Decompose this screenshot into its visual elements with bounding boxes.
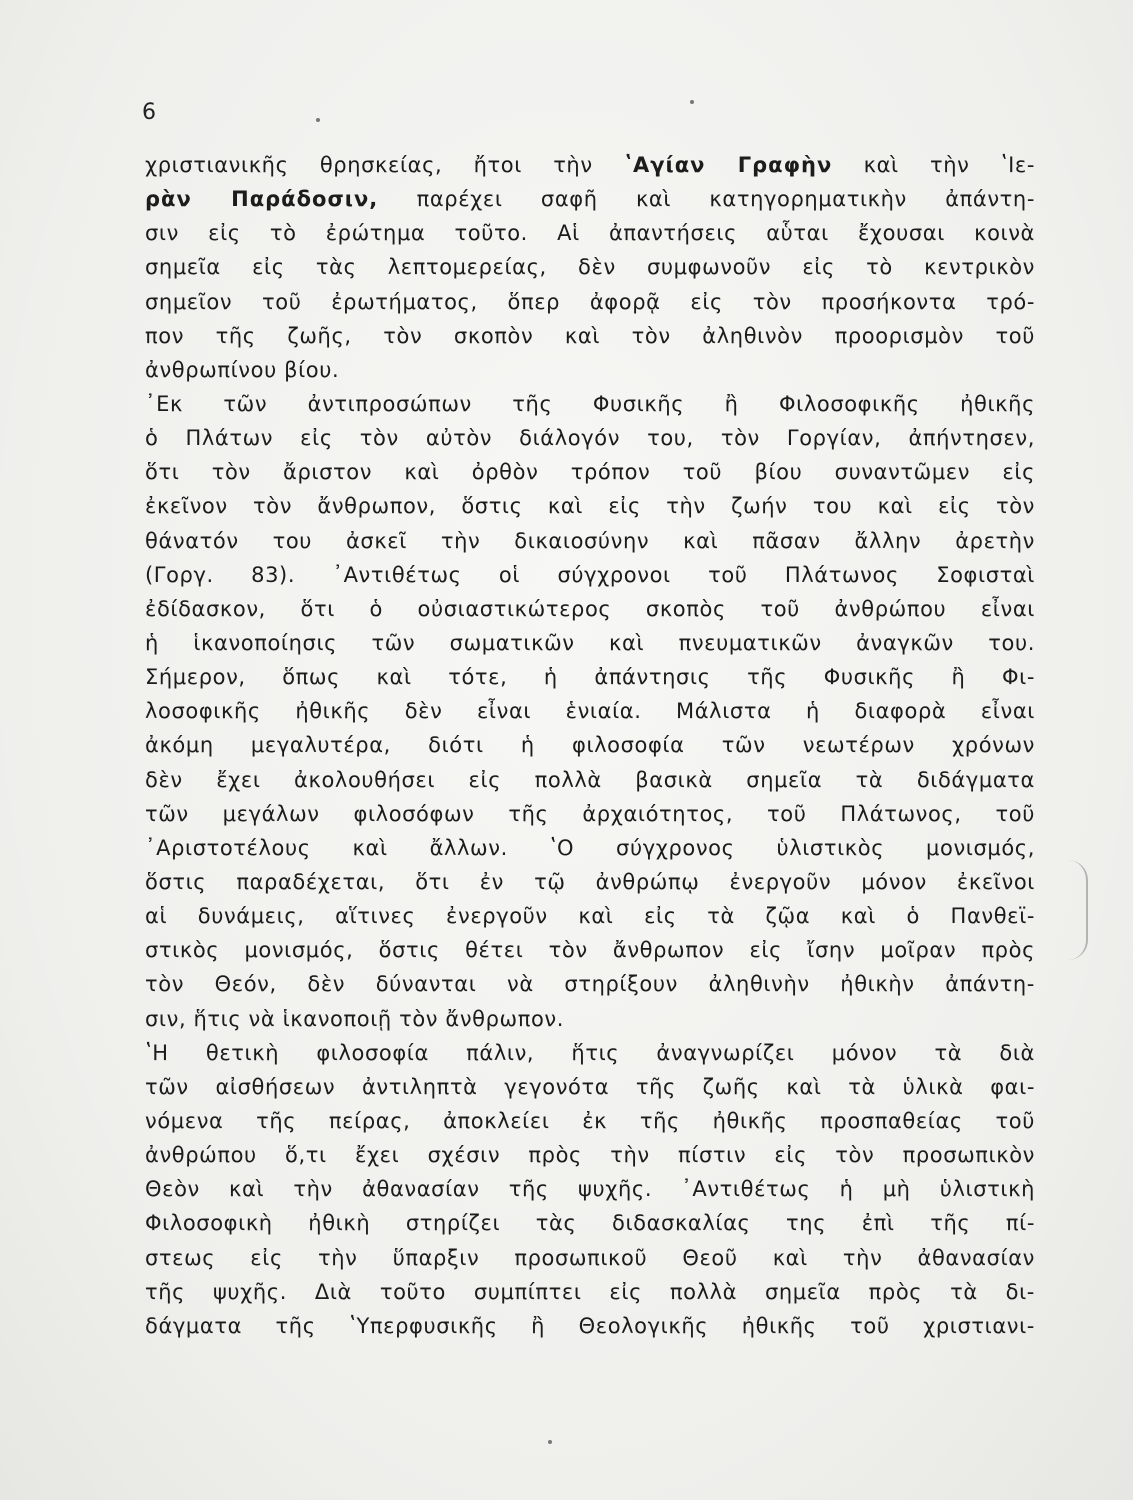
text-line [145,1070,1035,1104]
text-line [145,455,1035,489]
text-run: τῶν μεγάλων φιλοσόφων τῆς ἀρχαιότητος, τοῦ Πλάτωνος, τοῦ [145,801,1035,826]
text-line [145,592,1035,626]
text-run: λοσοφικῆς ἠθικῆς δὲν εἶναι ἑνιαία. Μάλιστα ἡ διαφορὰ εἶναι [145,699,1035,724]
text-line [145,831,1035,865]
text-line [145,797,1035,831]
text-line [145,421,1035,455]
text-line [145,148,1035,182]
text-line [145,694,1035,728]
text-line [145,1206,1035,1240]
text-run: σημεῖον τοῦ ἐρωτήματος, ὅπερ ἀφορᾷ εἰς τὸν προσήκοντα τρό- [145,289,1035,314]
text-run: τῆς ψυχῆς. Διὰ τοῦτο συμπίπτει εἰς πολλὰ σημεῖα πρὸς τὰ δι- [145,1279,1035,1304]
text-line [145,626,1035,660]
text-run: θάνατόν του ἀσκεῖ τὴν δικαιοσύνην καὶ πᾶσαν ἄλλην ἀρετὴν [145,528,1035,553]
text-line [145,1002,1035,1036]
text-run: ὅτι τὸν ἄριστον καὶ ὀρθὸν τρόπον τοῦ βίου συναντῶμεν εἰς [145,460,1035,485]
text-run: Θεὸν καὶ τὴν ἀθανασίαν τῆς ψυχῆς. ᾿Αντιθέτως ἡ μὴ ὑλιστικὴ [145,1177,1035,1202]
text-run: ᾿Εκ τῶν ἀντιπροσώπων τῆς Φυσικῆς ἢ Φιλοσοφικῆς ἠθικῆς [145,391,1035,416]
text-run: τὸν Θεόν, δὲν δύνανται νὰ στηρίξουν ἀληθινὴν ἠθικὴν ἀπάντη- [145,972,1035,997]
text-run: τῶν αἰσθήσεων ἀντιληπτὰ γεγονότα τῆς ζωῆς καὶ τὰ ὑλικὰ φαι- [145,1074,1035,1099]
text-line [145,285,1035,319]
text-run: (Γοργ. 83). ᾿Αντιθέτως οἱ σύγχρονοι τοῦ Πλάτωνος Σοφισταὶ [145,562,1035,587]
text-run: δάγματα τῆς ʽΥπερφυσικῆς ἢ Θεολογικῆς ἠθικῆς τοῦ χριστιανι- [145,1313,1035,1338]
text-line [145,319,1035,353]
text-run: χριστιανικῆς θρησκείας, ἤτοι τὴν [145,153,624,177]
body-text [145,148,1035,1343]
text-line [145,1036,1035,1070]
pencil-margin-mark [1068,860,1088,960]
text-line [145,1138,1035,1172]
text-line [145,865,1035,899]
text-run: στεως εἰς τὴν ὕπαρξιν προσωπικοῦ Θεοῦ καὶ τὴν ἀθανασίαν [145,1245,1035,1270]
text-run: Σήμερον, ὅπως καὶ τότε, ἡ ἀπάντησις τῆς Φυσικῆς ἢ Φι- [145,665,1035,690]
bold-term: ʽΑγίαν Γραφὴν [623,153,833,177]
text-line [145,660,1035,694]
text-line [145,1309,1035,1343]
bold-term: ρὰν Παράδοσιν, [145,187,379,212]
text-line [145,387,1035,421]
text-line [145,1172,1035,1206]
text-line [145,967,1035,1001]
text-run: ἀκόμη μεγαλυτέρα, διότι ἡ φιλοσοφία τῶν νεωτέρων χρόνων [145,733,1035,758]
text-run: σιν, ἥτις νὰ ἱκανοποιῇ τὸν ἄνθρωπον. [145,1006,565,1031]
text-run: Φιλοσοφικὴ ἠθικὴ στηρίζει τὰς διδασκαλίας της ἐπὶ τῆς πί- [145,1211,1035,1236]
text-run: αἱ δυνάμεις, αἵτινες ἐνεργοῦν καὶ εἰς τὰ ζῷα καὶ ὁ Πανθεϊ- [145,904,1035,929]
text-run: στικὸς μονισμός, ὅστις θέτει τὸν ἄνθρωπον εἰς ἴσην μοῖραν πρὸς [145,938,1035,963]
text-line [145,933,1035,967]
text-run: ἀνθρωπίνου βίου. [145,357,340,382]
text-run: ἐκεῖνον τὸν ἄνθρωπον, ὅστις καὶ εἰς τὴν ζωήν του καὶ εἰς τὸν [145,494,1035,519]
text-line [145,1104,1035,1138]
text-line [145,353,1035,387]
scan-speck [690,100,694,104]
text-run: πον τῆς ζωῆς, τὸν σκοπὸν καὶ τὸν ἀληθινὸν προορισμὸν τοῦ [145,323,1035,348]
text-run: δὲν ἔχει ἀκολουθήσει εἰς πολλὰ βασικὰ σημεῖα τὰ διδάγματα [145,767,1035,792]
text-run: παρέχει σαφῆ καὶ κατηγορηματικὴν ἀπάντη- [378,187,1035,212]
text-run: ἀνθρώπου ὅ,τι ἔχει σχέσιν πρὸς τὴν πίστιν εἰς τὸν προσωπικὸν [145,1143,1035,1168]
text-line [145,216,1035,250]
text-run: ἡ ἱκανοποίησις τῶν σωματικῶν καὶ πνευματικῶν ἀναγκῶν του. [145,630,1035,655]
text-line [145,524,1035,558]
text-run: ὅστις παραδέχεται, ὅτι ἐν τῷ ἀνθρώπῳ ἐνεργοῦν μόνον ἐκεῖνοι [145,869,1035,894]
text-line [145,182,1035,216]
text-run: σημεῖα εἰς τὰς λεπτομερείας, δὲν συμφωνοῦν εἰς τὸ κεντρικὸν [145,255,1035,280]
text-run: ʽΗ θετικὴ φιλοσοφία πάλιν, ἥτις ἀναγνωρίζει μόνον τὰ διὰ [145,1040,1035,1065]
text-run: σιν εἰς τὸ ἐρώτημα τοῦτο. Αἱ ἀπαντήσεις αὗται ἔχουσαι κοινὰ [145,221,1035,246]
text-line [145,250,1035,284]
text-line [145,899,1035,933]
text-run: νόμενα τῆς πείρας, ἀποκλείει ἐκ τῆς ἠθικῆς προσπαθείας τοῦ [145,1108,1035,1133]
text-line [145,1241,1035,1275]
scan-speck [548,1440,552,1444]
text-run: καὶ τὴν ʽΙε- [832,153,1035,177]
text-run: ὁ Πλάτων εἰς τὸν αὐτὸν διάλογόν του, τὸν Γοργίαν, ἀπήντησεν, [145,426,1035,451]
text-run: ᾿Αριστοτέλους καὶ ἄλλων. ʽΟ σύγχρονος ὑλιστικὸς μονισμός, [145,835,1035,860]
text-line [145,558,1035,592]
text-run: ἐδίδασκον, ὅτι ὁ οὐσιαστικώτερος σκοπὸς τοῦ ἀνθρώπου εἶναι [145,596,1035,621]
page-number: 6 [142,100,156,125]
text-line [145,1275,1035,1309]
text-line [145,489,1035,523]
scan-speck [316,118,320,122]
text-line [145,763,1035,797]
text-line [145,728,1035,762]
